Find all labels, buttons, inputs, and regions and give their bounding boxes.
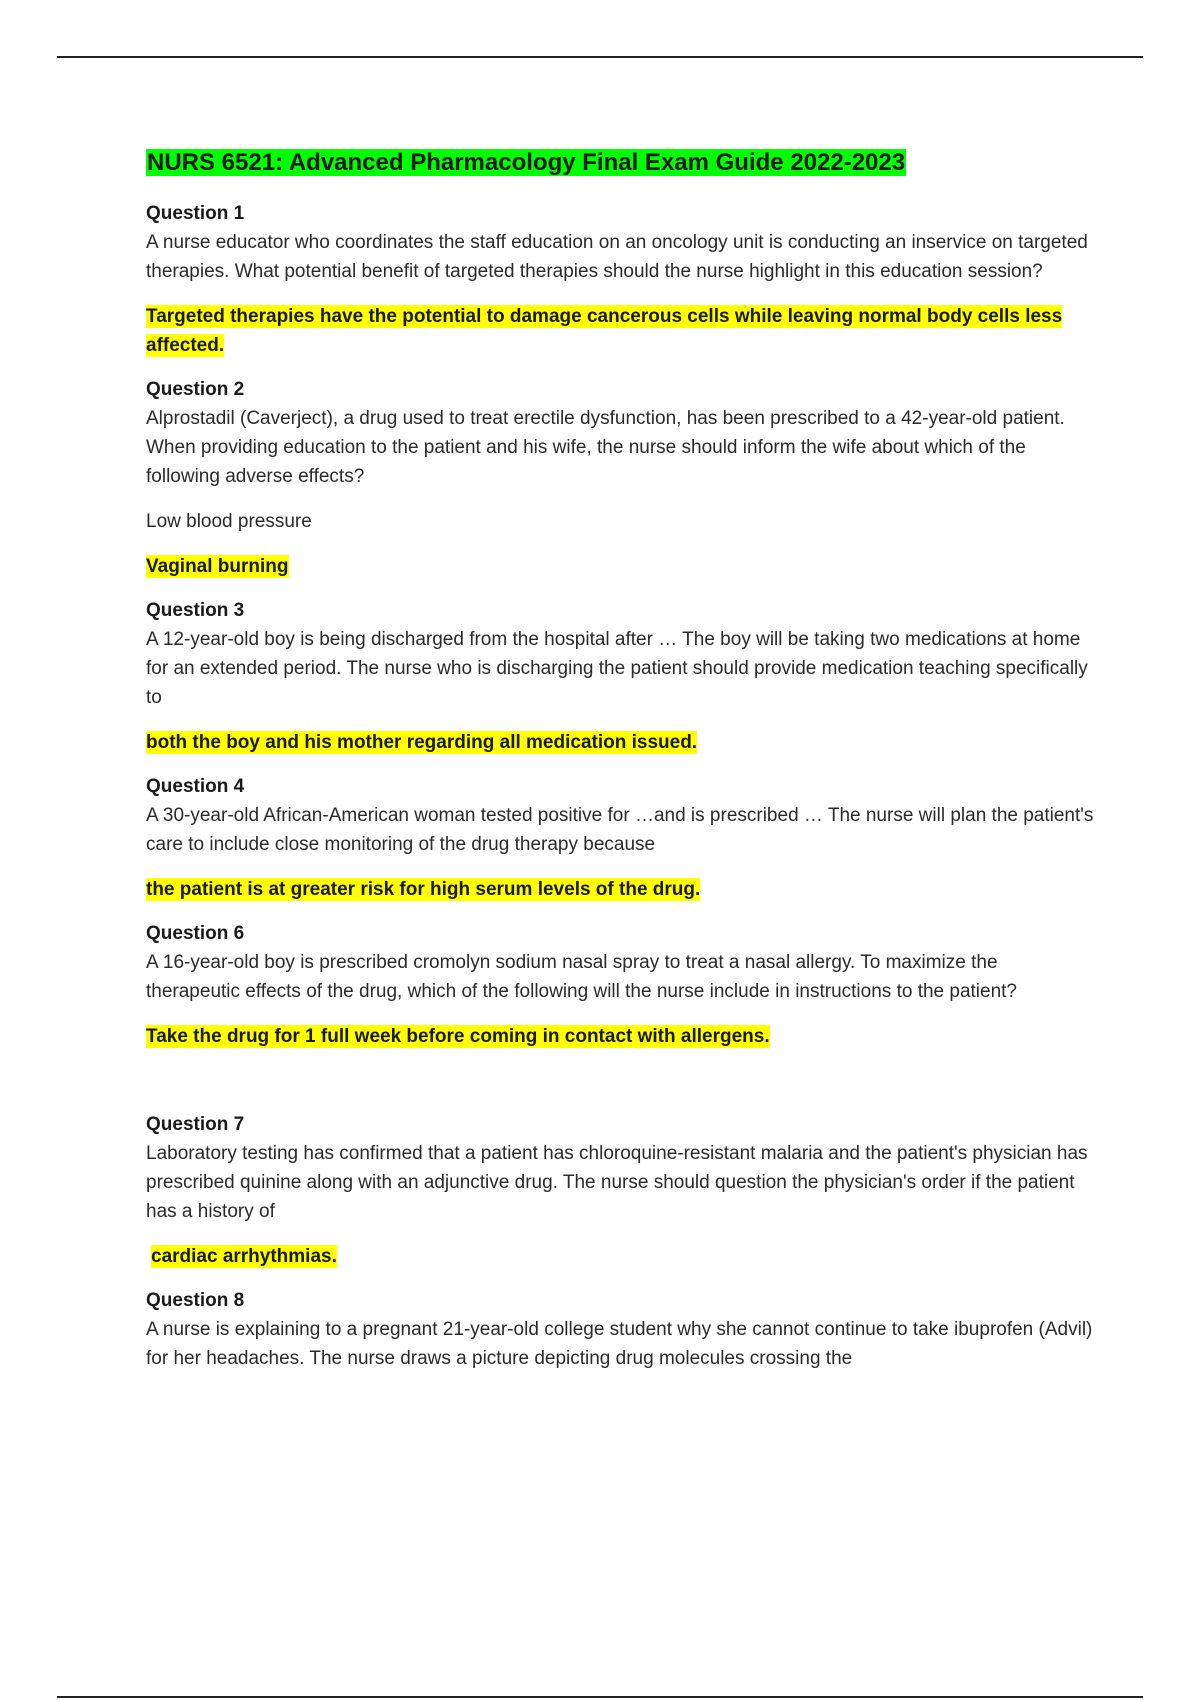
question-4-answer bbox=[146, 875, 1096, 904]
question-4-answer-text: the patient is at greater risk for high serum levels of the drug. bbox=[146, 879, 701, 900]
question-2 bbox=[146, 376, 1096, 581]
question-6-answer bbox=[146, 1022, 1096, 1051]
question-7-answer bbox=[146, 1242, 1096, 1271]
question-2-text: Alprostadil (Caverject), a drug used to treat erectile dysfunction, has been prescribed to a 42-year-old patient. When providing education to the patient and his wife, the nurse should inform the wife about which of the following adverse effects? bbox=[146, 408, 1065, 487]
top-rule bbox=[57, 56, 1143, 58]
question-3-answer-text: both the boy and his mother regarding all medication issued. bbox=[146, 732, 698, 753]
question-4-text: A 30-year-old African-American woman tested positive for …and is prescribed … The nurse will plan the patient's care to include close monitoring of the drug therapy because bbox=[146, 805, 1094, 855]
question-1-text: A nurse educator who coordinates the staff education on an oncology unit is conducting an inservice on targeted therapies. What potential benefit of targeted therapies should the nurse highlight in this education session? bbox=[146, 232, 1088, 282]
question-8-heading: Question 8 bbox=[146, 1290, 245, 1311]
question-6-text: A 16-year-old boy is prescribed cromolyn sodium nasal spray to treat a nasal allergy. To maximize the therapeutic effects of the drug, which of the following will the nurse include in instructions to the patient? bbox=[146, 952, 1017, 1002]
question-3 bbox=[146, 597, 1096, 757]
question-7-answer-text: cardiac arrhythmias. bbox=[151, 1246, 337, 1267]
question-1-answer bbox=[146, 302, 1096, 360]
question-6 bbox=[146, 920, 1096, 1051]
document-title bbox=[146, 146, 1096, 180]
question-8-text: A nurse is explaining to a pregnant 21-year-old college student why she cannot continue to take ibuprofen (Advil) for her headaches. The nurse draws a picture depicting drug molecules crossing the bbox=[146, 1319, 1093, 1369]
question-6-answer-text: Take the drug for 1 full week before coming in contact with allergens. bbox=[146, 1026, 770, 1047]
question-4 bbox=[146, 773, 1096, 904]
question-1-answer-text: Targeted therapies have the potential to damage cancerous cells while leaving normal body cells less affected. bbox=[146, 306, 1063, 356]
question-1-heading: Question 1 bbox=[146, 203, 245, 224]
question-8 bbox=[146, 1287, 1096, 1373]
question-3-text: A 12-year-old boy is being discharged from the hospital after … The boy will be taking two medications at home for an extended period. The nurse who is discharging the patient should provide medication teaching specifically to bbox=[146, 629, 1088, 708]
document-title-text: NURS 6521: Advanced Pharmacology Final Exam Guide 2022-2023 bbox=[147, 149, 906, 176]
question-7-heading: Question 7 bbox=[146, 1114, 245, 1135]
question-2-heading: Question 2 bbox=[146, 379, 245, 400]
question-1 bbox=[146, 200, 1096, 360]
question-3-answer bbox=[146, 728, 1096, 757]
question-4-heading: Question 4 bbox=[146, 776, 245, 797]
question-6-heading: Question 6 bbox=[146, 923, 245, 944]
blank-gap bbox=[146, 1067, 1096, 1111]
question-2-answer bbox=[146, 552, 1096, 581]
question-2-option: Low blood pressure bbox=[146, 511, 312, 532]
page-content bbox=[146, 146, 1096, 1389]
question-3-heading: Question 3 bbox=[146, 600, 245, 621]
question-2-answer-text: Vaginal burning bbox=[146, 556, 289, 577]
bottom-rule bbox=[57, 1696, 1143, 1698]
question-7-text: Laboratory testing has confirmed that a patient has chloroquine-resistant malaria and the patient's physician has prescribed quinine along with an adjunctive drug. The nurse should question the physician's order if the patient has a history of bbox=[146, 1143, 1088, 1222]
question-7 bbox=[146, 1111, 1096, 1271]
